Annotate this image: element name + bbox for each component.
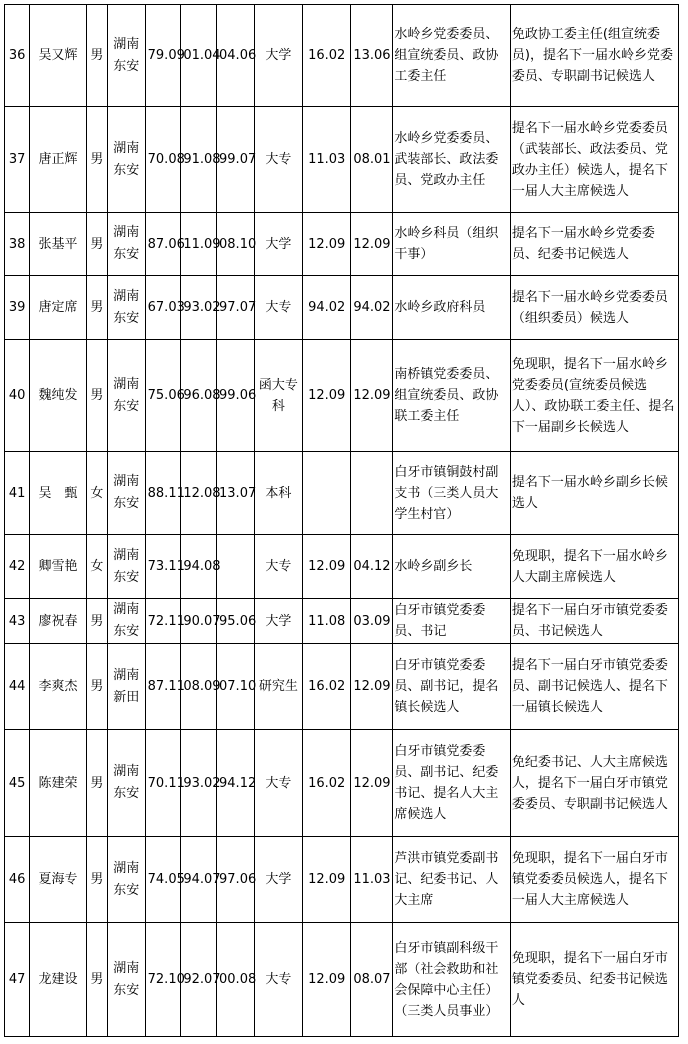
cell-education: 大专: [254, 535, 302, 599]
cell-education: 大学: [254, 837, 302, 923]
cell-birth-date: 73.11: [145, 535, 181, 599]
cell-education: 大专: [254, 923, 302, 1037]
cell-party-join-date: 96.08: [181, 340, 217, 452]
cell-level-date: 11.08: [303, 599, 351, 644]
cell-level-date: [303, 452, 351, 535]
cell-birth-date: 87.11: [145, 644, 181, 730]
cell-party-join-date: 08.09: [181, 644, 217, 730]
cell-proposal: 提名下一届水岭乡副乡长候选人: [510, 452, 678, 535]
table-row: [5, 535, 679, 599]
cell-education: 大学: [254, 599, 302, 644]
table-row: [5, 599, 679, 644]
cell-work-start-date: 00.08: [217, 923, 255, 1037]
cell-current-post: 白牙市镇副科级干部（社会救助和社会保障中心主任）（三类人员事业）: [393, 923, 511, 1037]
cell-level-date: 12.09: [303, 837, 351, 923]
cell-proposal: 提名下一届水岭乡党委委员（武装部长、政法委员、党政办主任）候选人，提名下一届人大主席候选人: [510, 107, 678, 213]
cell-sex: 男: [86, 340, 107, 452]
cell-party-join-date: 94.07: [181, 837, 217, 923]
cell-birth-date: 88.11: [145, 452, 181, 535]
cell-work-start-date: 08.10: [217, 213, 255, 276]
cell-sex: 男: [86, 644, 107, 730]
cell-birth-date: 67.03: [145, 276, 181, 340]
cell-row-number: 45: [5, 730, 30, 837]
cell-origin: 湖南东安: [107, 5, 145, 107]
cell-work-start-date: 13.07: [217, 452, 255, 535]
cell-origin: 湖南东安: [107, 730, 145, 837]
cell-party-join-date: 11.09: [181, 213, 217, 276]
cell-name: 魏纯发: [30, 340, 87, 452]
cell-current-post: 白牙市镇党委委员、副书记，提名镇长候选人: [393, 644, 511, 730]
cell-work-start-date: 99.06: [217, 340, 255, 452]
cell-birth-date: 87.06: [145, 213, 181, 276]
table-row: [5, 644, 679, 730]
cell-post-date: 04.12: [351, 535, 393, 599]
cell-party-join-date: 93.02: [181, 276, 217, 340]
cell-post-date: 08.07: [351, 923, 393, 1037]
cell-row-number: 43: [5, 599, 30, 644]
table-row: [5, 730, 679, 837]
cell-sex: 男: [86, 276, 107, 340]
cell-level-date: 12.09: [303, 340, 351, 452]
cell-work-start-date: 97.06: [217, 837, 255, 923]
cell-sex: 女: [86, 535, 107, 599]
cell-post-date: 03.09: [351, 599, 393, 644]
cell-education: 本科: [254, 452, 302, 535]
cell-name: 张基平: [30, 213, 87, 276]
cell-education: 大专: [254, 107, 302, 213]
cell-education: 大学: [254, 213, 302, 276]
table-row: [5, 837, 679, 923]
cell-row-number: 39: [5, 276, 30, 340]
cell-birth-date: 72.10: [145, 923, 181, 1037]
cell-sex: 男: [86, 837, 107, 923]
cell-origin: 湖南东安: [107, 107, 145, 213]
cell-post-date: 12.09: [351, 213, 393, 276]
cell-origin: 湖南东安: [107, 923, 145, 1037]
cell-work-start-date: [217, 535, 255, 599]
cell-birth-date: 74.05: [145, 837, 181, 923]
cell-row-number: 38: [5, 213, 30, 276]
cell-sex: 男: [86, 213, 107, 276]
cell-sex: 女: [86, 452, 107, 535]
cell-row-number: 42: [5, 535, 30, 599]
cell-post-date: 13.06: [351, 5, 393, 107]
cell-party-join-date: 91.08: [181, 107, 217, 213]
cell-level-date: 12.09: [303, 535, 351, 599]
cell-current-post: 水岭乡副乡长: [393, 535, 511, 599]
cell-origin: 湖南东安: [107, 599, 145, 644]
cell-education: 研究生: [254, 644, 302, 730]
cell-origin: 湖南东安: [107, 276, 145, 340]
table-row: [5, 107, 679, 213]
cell-row-number: 47: [5, 923, 30, 1037]
cell-post-date: 94.02: [351, 276, 393, 340]
cell-birth-date: 70.11: [145, 730, 181, 837]
cell-row-number: 40: [5, 340, 30, 452]
cell-level-date: 16.02: [303, 730, 351, 837]
table-body: [5, 5, 679, 1037]
cell-proposal: 免纪委书记、人大主席候选人，提名下一届白牙市镇党委委员、专职副书记候选人: [510, 730, 678, 837]
cell-current-post: 水岭乡党委委员、组宣统委员、政协工委主任: [393, 5, 511, 107]
cell-name: 唐正辉: [30, 107, 87, 213]
cell-birth-date: 79.09: [145, 5, 181, 107]
cell-sex: 男: [86, 107, 107, 213]
cell-origin: 湖南东安: [107, 837, 145, 923]
table-row: [5, 452, 679, 535]
cell-party-join-date: 90.07: [181, 599, 217, 644]
cell-proposal: 提名下一届水岭乡党委委员、纪委书记候选人: [510, 213, 678, 276]
cell-proposal: 免现职，提名下一届水岭乡党委委员(宣统委员候选人）、政协联工委主任、提名下一届副乡长候选人: [510, 340, 678, 452]
cell-name: 唐定席: [30, 276, 87, 340]
cell-work-start-date: 95.06: [217, 599, 255, 644]
cell-name: 吴又辉: [30, 5, 87, 107]
cell-origin: 湖南新田: [107, 644, 145, 730]
cell-party-join-date: 93.02: [181, 730, 217, 837]
cell-post-date: [351, 452, 393, 535]
cell-proposal: 提名下一届水岭乡党委委员（组织委员）候选人: [510, 276, 678, 340]
cell-name: 龙建设: [30, 923, 87, 1037]
cell-current-post: 白牙市镇党委委员、副书记、纪委书记、提名人大主席候选人: [393, 730, 511, 837]
cell-current-post: 水岭乡政府科员: [393, 276, 511, 340]
cell-party-join-date: 94.08: [181, 535, 217, 599]
cell-proposal: 提名下一届白牙市镇党委委员、副书记候选人、提名下一届镇长候选人: [510, 644, 678, 730]
cell-level-date: 11.03: [303, 107, 351, 213]
cell-post-date: 12.09: [351, 730, 393, 837]
cell-name: 卿雪艳: [30, 535, 87, 599]
cell-proposal: 免现职，提名下一届白牙市镇党委委员、纪委书记候选人: [510, 923, 678, 1037]
cell-name: 廖祝春: [30, 599, 87, 644]
cell-current-post: 南桥镇党委委员、组宣统委员、政协联工委主任: [393, 340, 511, 452]
cell-sex: 男: [86, 5, 107, 107]
cell-post-date: 12.09: [351, 340, 393, 452]
cell-name: 吴 甄: [30, 452, 87, 535]
cell-education: 函大专科: [254, 340, 302, 452]
cell-work-start-date: 97.07: [217, 276, 255, 340]
cell-row-number: 44: [5, 644, 30, 730]
cell-name: 陈建荣: [30, 730, 87, 837]
cell-birth-date: 72.11: [145, 599, 181, 644]
table-row: [5, 213, 679, 276]
cell-education: 大专: [254, 730, 302, 837]
cell-level-date: 94.02: [303, 276, 351, 340]
cell-row-number: 41: [5, 452, 30, 535]
cell-party-join-date: 12.08: [181, 452, 217, 535]
cell-current-post: 白牙市镇铜鼓村副支书（三类人员大学生村官）: [393, 452, 511, 535]
cell-level-date: 12.09: [303, 923, 351, 1037]
cell-post-date: 08.01: [351, 107, 393, 213]
cell-party-join-date: 92.07: [181, 923, 217, 1037]
cell-level-date: 16.02: [303, 644, 351, 730]
cell-work-start-date: 94.12: [217, 730, 255, 837]
cell-post-date: 12.09: [351, 644, 393, 730]
cell-work-start-date: 04.06: [217, 5, 255, 107]
cell-row-number: 36: [5, 5, 30, 107]
cell-level-date: 12.09: [303, 213, 351, 276]
cell-education: 大学: [254, 5, 302, 107]
cell-origin: 湖南东安: [107, 340, 145, 452]
cell-post-date: 11.03: [351, 837, 393, 923]
cell-work-start-date: 07.10: [217, 644, 255, 730]
cell-party-join-date: 01.04: [181, 5, 217, 107]
cell-origin: 湖南东安: [107, 535, 145, 599]
cell-birth-date: 75.06: [145, 340, 181, 452]
cell-row-number: 37: [5, 107, 30, 213]
cell-proposal: 免现职，提名下一届水岭乡人大副主席候选人: [510, 535, 678, 599]
cell-origin: 湖南东安: [107, 213, 145, 276]
cell-current-post: 白牙市镇党委委员、书记: [393, 599, 511, 644]
cell-education: 大专: [254, 276, 302, 340]
cell-origin: 湖南东安: [107, 452, 145, 535]
cell-current-post: 水岭乡党委委员、武装部长、政法委员、党政办主任: [393, 107, 511, 213]
cell-birth-date: 70.08: [145, 107, 181, 213]
table-row: [5, 340, 679, 452]
cell-proposal: 提名下一届白牙市镇党委委员、书记候选人: [510, 599, 678, 644]
cell-proposal: 免现职，提名下一届白牙市镇党委委员候选人，提名下一届人大主席候选人: [510, 837, 678, 923]
cell-row-number: 46: [5, 837, 30, 923]
cell-work-start-date: 99.07: [217, 107, 255, 213]
table-row: [5, 5, 679, 107]
table-row: [5, 276, 679, 340]
cell-sex: 男: [86, 599, 107, 644]
cell-proposal: 免政协工委主任(组宣统委员)，提名下一届水岭乡党委委员、专职副书记候选人: [510, 5, 678, 107]
cell-sex: 男: [86, 923, 107, 1037]
cell-name: 夏海专: [30, 837, 87, 923]
cell-sex: 男: [86, 730, 107, 837]
table-row: [5, 923, 679, 1037]
cell-current-post: 水岭乡科员（组织干事）: [393, 213, 511, 276]
cell-level-date: 16.02: [303, 5, 351, 107]
cell-current-post: 芦洪市镇党委副书记、纪委书记、人大主席: [393, 837, 511, 923]
cadre-table: [4, 4, 679, 1037]
cell-name: 李爽杰: [30, 644, 87, 730]
